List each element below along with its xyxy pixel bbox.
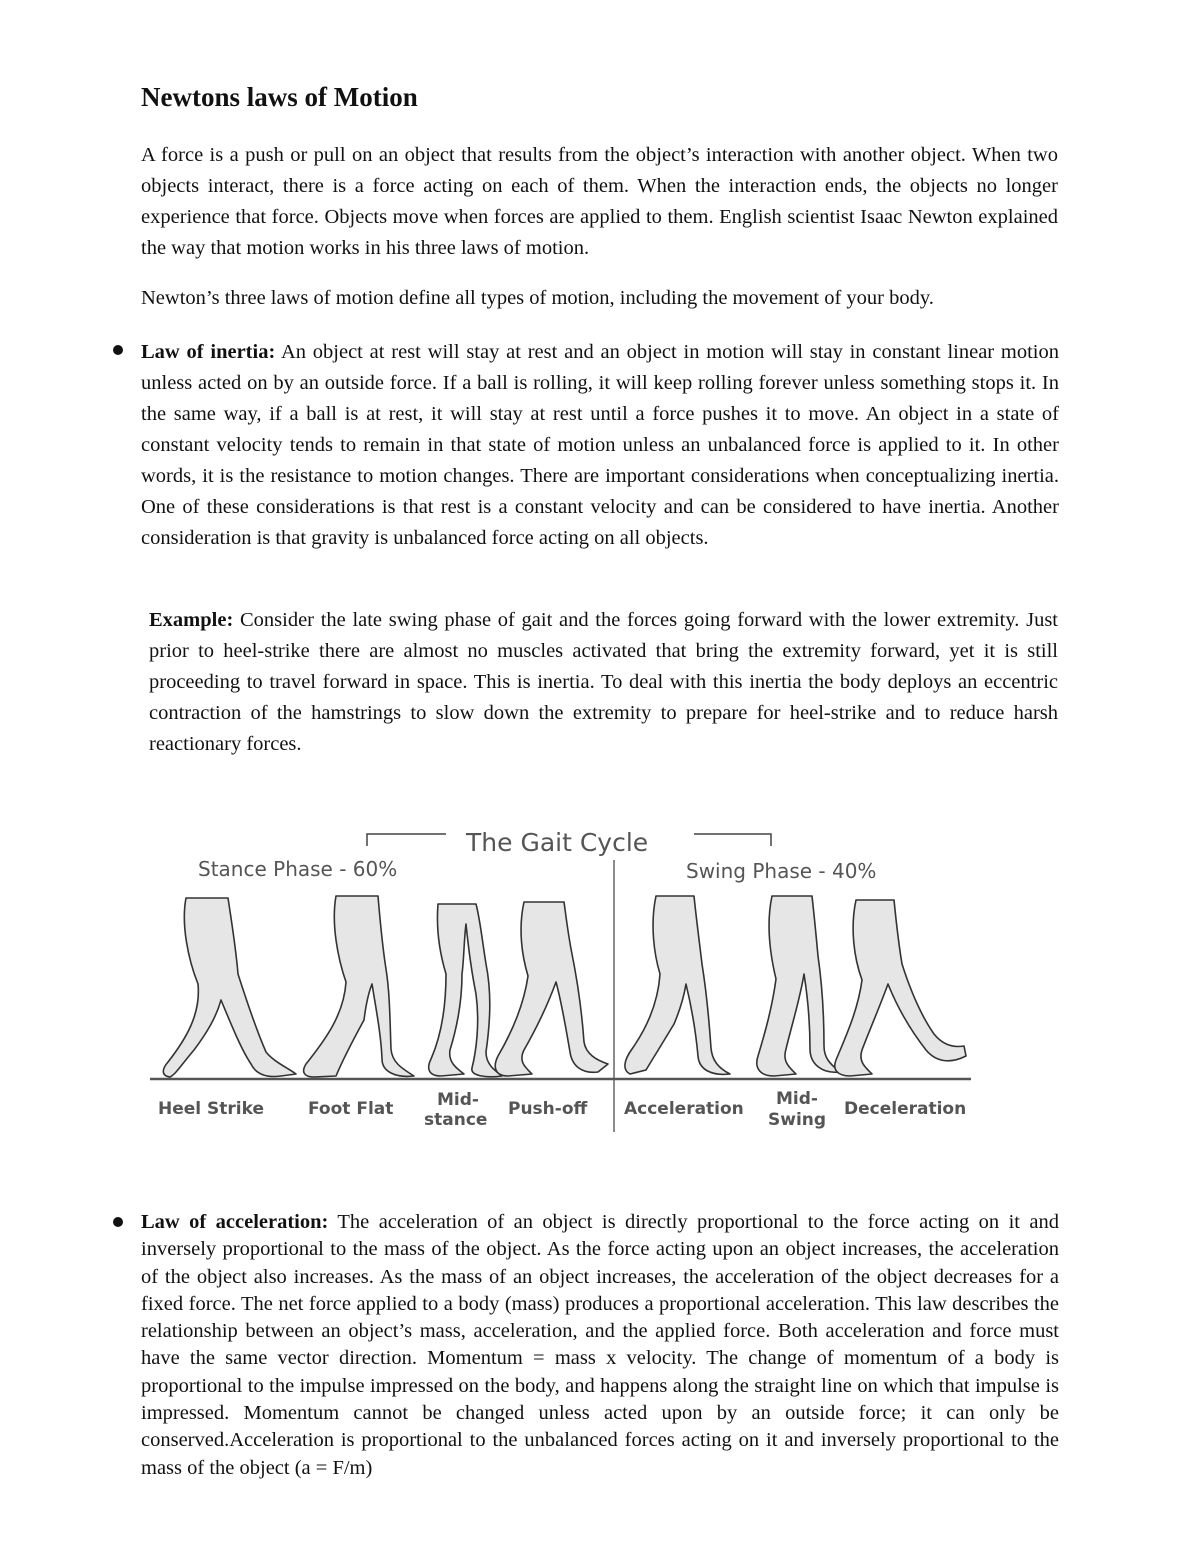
leg-figures (163, 896, 966, 1077)
phase-mid-stance-line2: stance (424, 1110, 488, 1130)
law-of-inertia-item (113, 337, 1059, 554)
stance-phase-label: Stance Phase - 60% (198, 857, 398, 881)
law-of-inertia-label: Law of inertia: (141, 341, 276, 363)
intro-paragraph-2: Newton’s three laws of motion define all types of motion, including the movement of your body. (141, 287, 934, 309)
example-text: Consider the late swing phase of gait and the forces going forward with the lower extremity. Just prior to heel-strike there are almost no muscles activated that bring the extremity forward, yet it is still proceeding to travel forward in space. This is inertia. To deal with this inertia the body deploys an eccentric contraction of the hamstrings to slow down the extremity to prepare for heel-strike and to reduce harsh reactionary forces. (149, 609, 1058, 755)
law-of-acceleration-item (113, 1209, 1059, 1482)
leg-foot-flat (304, 896, 414, 1077)
law-of-acceleration-label: Law of acceleration: (141, 1211, 329, 1233)
example-label: Example: (149, 609, 234, 631)
gait-cycle-figure (146, 824, 976, 1136)
intro-paragraph: A force is a push or pull on an object that results from the object’s interaction with another object. When two objects interact, there is a force acting on each of them. When the interaction ends, the objects no longer experience that force. Objects move when forces are applied to them. English scientist Isaac Newton explained the way that motion works in his three laws of motion. (141, 144, 1058, 259)
leg-push-off (495, 902, 608, 1076)
leg-heel-strike (163, 898, 296, 1077)
gait-cycle-title: The Gait Cycle (466, 828, 649, 857)
leg-mid-stance (429, 904, 502, 1077)
law-of-acceleration-text: The acceleration of an object is directly proportional to the force acting on it and inversely proportional to the mass of the object. As the force acting upon an object increases, the acceleration of the object also increases. As the mass of an object increases, the acceleration of the object decreases for a fixed force. The net force applied to a body (mass) produces a proportional acceleration. This law describes the relationship between an object’s mass, acceleration, and the applied force. Both acceleration and force must have the same vector direction. Momentum = mass x velocity. The change of momentum of a body is proportional to the impulse impressed on the body, and happens along the straight line on which that impulse is impressed. Momentum cannot be changed unless acted upon by an outside force; it can only be conserved.Acceleration is proportional to the unbalanced forces acting on it and inversely proportional to the mass of the object (a = F/m) (141, 1211, 1059, 1479)
phase-foot-flat: Foot Flat (308, 1099, 394, 1119)
bullet-icon (113, 1217, 123, 1227)
page-title: Newtons laws of Motion (141, 82, 418, 112)
phase-push-off: Push-off (508, 1099, 588, 1119)
title-bracket-left (367, 834, 446, 846)
leg-mid-swing (757, 896, 840, 1076)
phase-acceleration: Acceleration (624, 1099, 744, 1119)
title-bracket-right (694, 834, 771, 846)
phase-mid-swing-line1: Mid- (776, 1089, 818, 1109)
bullet-icon (113, 345, 123, 355)
swing-phase-label: Swing Phase - 40% (686, 859, 877, 883)
phase-heel-strike: Heel Strike (158, 1099, 264, 1119)
phase-mid-swing-line2: Swing (768, 1110, 827, 1130)
law-of-inertia-text: An object at rest will stay at rest and an object in motion will stay in constant linear motion unless acted on by an outside force. If a ball is rolling, it will keep rolling forever unless something stops it. In the same way, if a ball is at rest, it will stay at rest until a force pushes it to move. An object in a state of constant velocity tends to remain in that state of motion unless an unbalanced force is applied to it. In other words, it is the resistance to motion changes. There are important considerations when conceptualizing inertia. One of these considerations is that rest is a constant velocity and can be considered to have inertia. Another consideration is that gravity is unbalanced force acting on all objects. (141, 341, 1059, 549)
leg-acceleration (625, 896, 730, 1074)
phase-mid-stance-line1: Mid- (437, 1090, 479, 1110)
phase-deceleration: Deceleration (844, 1099, 967, 1119)
leg-deceleration (835, 900, 966, 1076)
example-paragraph (149, 605, 1058, 760)
